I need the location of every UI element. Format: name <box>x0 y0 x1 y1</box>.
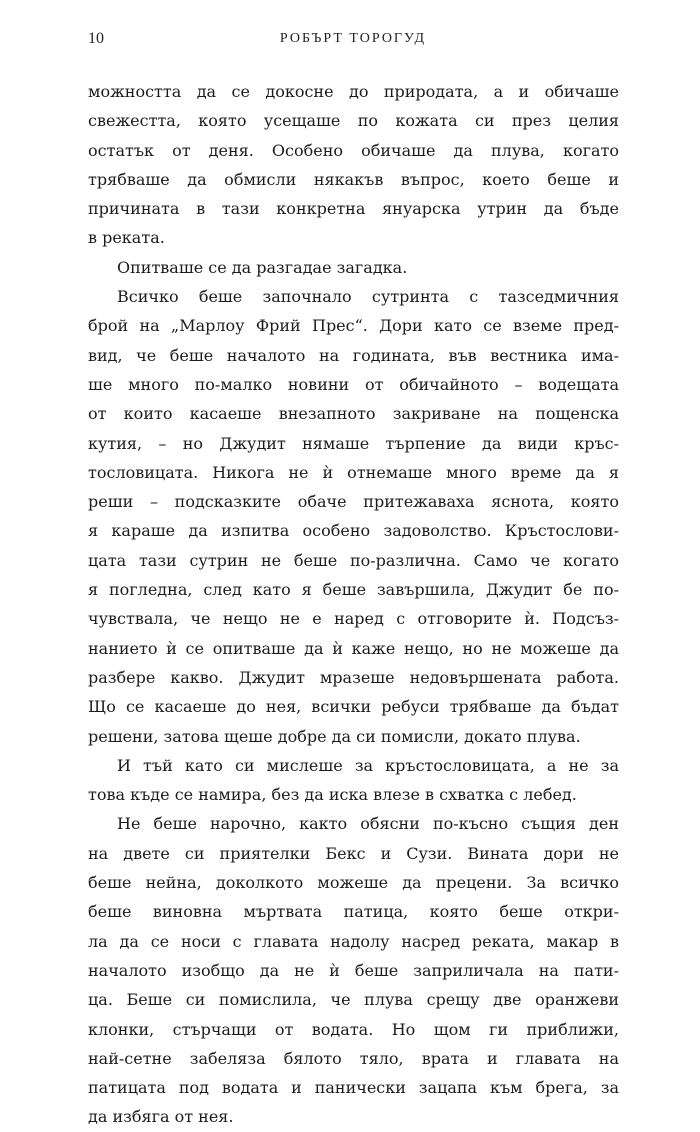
text-line: ца. Беше си помислила, че плува срещу две оранжеви <box>88 990 619 1010</box>
text-line: беше виновна мъртвата патица, която беше откри- <box>88 902 619 922</box>
text-line: да избяга от нея. <box>88 1107 234 1127</box>
page-header <box>88 30 618 54</box>
text-line: я караше да изпитва особено задоволство. Кръстослови- <box>88 521 619 541</box>
text-line: патицата под водата и панически зацапа към брега, за <box>88 1078 619 1098</box>
text-line: Всичко беше започнало сутринта с тазседмичния <box>117 287 619 307</box>
text-line: това къде се намира, без да иска влезе в схватка с лебед. <box>88 785 577 805</box>
text-line: тословицата. Никога не ѝ отнемаше много време да я <box>88 462 619 482</box>
text-line: беше нейна, доколкото можеше да прецени. За всичко <box>88 873 619 893</box>
text-line: И тъй като си мислеше за кръстословицата, а не за <box>117 755 619 775</box>
text-line: ше много по-малко новини от обичайното – водещата <box>88 374 619 394</box>
text-line: реши – подсказките обаче притежаваха яснота, която <box>88 492 619 512</box>
text-line: вид, че беше началото на годината, във вестника има- <box>88 345 619 365</box>
text-line: клонки, стърчащи от водата. Но щом ги приближи, <box>88 1019 619 1039</box>
text-line: нанието ѝ се опитваше да ѝ каже нещо, но не можеше да <box>88 638 619 658</box>
text-line: Опитваше се да разгадае загадка. <box>117 257 408 277</box>
text-line: брой на „Марлоу Фрий Прес“. Дори като се вземе пред- <box>88 316 619 336</box>
text-line: свежестта, която усещаше по кожата си през целия <box>88 111 619 131</box>
running-head: РОБЪРТ ТОРОГУД <box>279 31 427 46</box>
text-line: на двете си приятелки Бекс и Сузи. Вината дори не <box>88 843 619 863</box>
text-line: в реката. <box>88 228 165 248</box>
text-line: началото изобщо да не ѝ беше заприличала на пати- <box>88 960 619 980</box>
text-line: най-сетне забеляза бялото тяло, врата и главата на <box>88 1048 619 1068</box>
text-line: Що се касаеше до нея, всички ребуси трябваше да бъдат <box>88 697 619 717</box>
page-number: 10 <box>88 30 104 47</box>
text-line: трябваше да обмисли някакъв въпрос, което беше и <box>88 169 619 189</box>
text-line: я погледна, след като я беше завършила, Джудит бе по- <box>88 580 619 600</box>
text-line: можността да се докосне до природата, а и обичаше <box>88 82 619 101</box>
text-line: остатък от деня. Особено обичаше да плува, когато <box>88 140 619 160</box>
text-line: Не беше нарочно, както обясни по-късно същия ден <box>117 814 619 834</box>
text-line: ла да се носи с главата надолу насред реката, макар в <box>88 931 619 951</box>
text-line: кутия, – но Джудит нямаше търпение да види кръс- <box>88 433 619 453</box>
text-line: решени, затова щеше добре да си помисли, докато плува. <box>88 726 581 746</box>
body-text <box>88 77 619 1132</box>
text-line: цата тази сутрин не беше по-различна. Само че когато <box>88 550 619 570</box>
text-line: от които касаеше внезапното закриване на пощенска <box>88 404 619 424</box>
text-line: разбере какво. Джудит мразеше недовършената работа. <box>88 667 619 687</box>
text-line: причината в тази конкретна януарска утрин да бъде <box>88 199 619 219</box>
text-line: чувствала, че нещо не е наред с отговорите ѝ. Подсъз- <box>88 609 619 629</box>
